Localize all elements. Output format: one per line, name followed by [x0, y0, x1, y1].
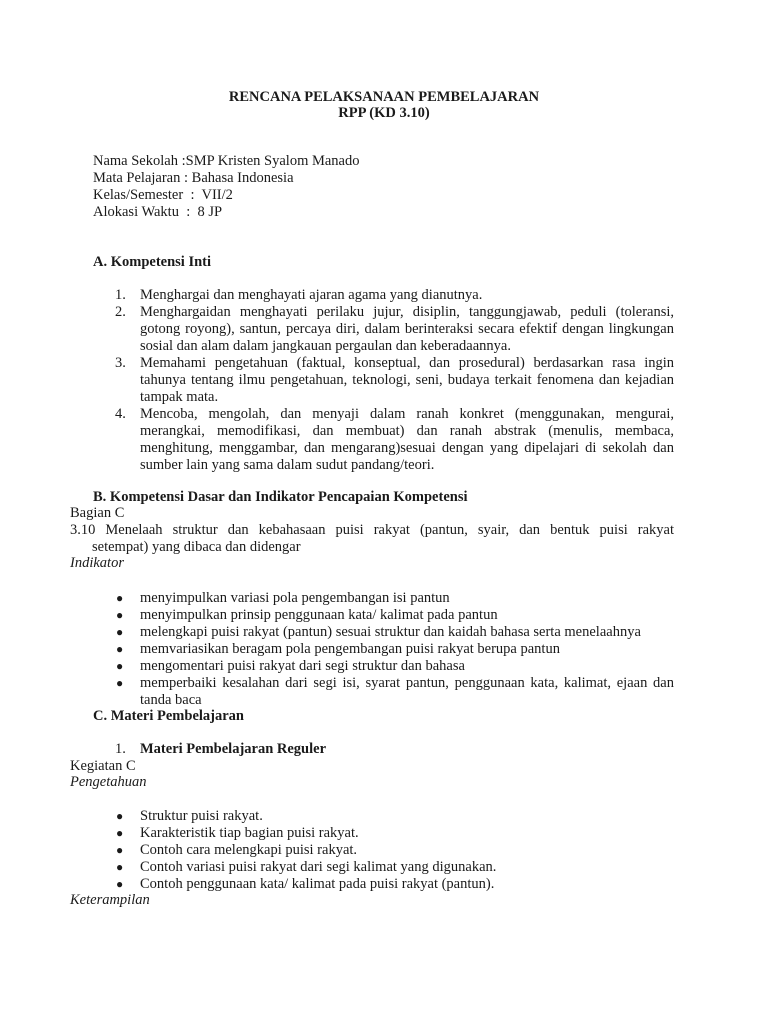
kegiatan-label: Kegiatan C: [70, 758, 136, 774]
list-item: [110, 304, 674, 355]
item-text: Menghargaidan menghayati perilaku jujur, disiplin, tanggungjawab, peduli (toleransi, gotong royong), santun, percaya diri, dalam berinteraksi secara efektif dengan lingkungan sosial dan alam dalam jangkauan pergaulan dan keberadaannya.: [140, 304, 674, 354]
item-text: memperbaiki kesalahan dari segi isi, syarat pantun, penggunaan kata, kalimat, ejaan dan tanda baca: [140, 675, 674, 708]
info-label: Mata Pelajaran: [93, 170, 181, 186]
item-text: melengkapi puisi rakyat (pantun) sesuai struktur dan kaidah bahasa serta menelaahnya: [140, 624, 641, 640]
info-label: Alokasi Waktu: [93, 204, 179, 220]
item-text: mengomentari puisi rakyat dari segi struktur dan bahasa: [140, 658, 465, 674]
list-item: [110, 825, 674, 842]
list-item: [110, 607, 674, 624]
list-item: [110, 658, 674, 675]
list-item: [110, 876, 674, 893]
info-row: [93, 170, 360, 187]
document-subtitle: RPP (KD 3.10): [338, 105, 430, 121]
item-text: Mencoba, mengolah, dan menyaji dalam ranah konkret (menggunakan, mengurai, merangkai, memodifikasi, dan membuat) dan ranah abstrak (menulis, membaca, menghitung, menggambar, dan mengarang)sesuai dengan yang dipelajari di sekolah dan sumber lain yang sama dalam sudut pandang/teori.: [140, 406, 674, 473]
school-info: [93, 153, 360, 221]
item-text: Memahami pengetahuan (faktual, konseptual, dan prosedural) berdasarkan rasa ingin tahunya tentang ilmu pengetahuan, teknologi, seni, budaya terkait fenomena dan kejadian tampak mata.: [140, 355, 674, 405]
item-text: Struktur puisi rakyat.: [140, 808, 263, 824]
item-number: 1.: [115, 287, 126, 303]
bullet-icon: ●: [116, 860, 124, 874]
list-item: [110, 842, 674, 859]
pengetahuan-list: [110, 808, 674, 893]
list-item: [110, 641, 674, 658]
indikator-list: [110, 590, 674, 709]
info-value: SMP Kristen Syalom Manado: [185, 153, 360, 169]
section-c-heading: C. Materi Pembelajaran: [93, 708, 244, 724]
pengetahuan-label: Pengetahuan: [70, 774, 147, 790]
item-text: menyimpulkan prinsip penggunaan kata/ kalimat pada pantun: [140, 607, 498, 623]
item-text: memvariasikan beragam pola pengembangan puisi rakyat berupa pantun: [140, 641, 560, 657]
kd-line: setempat) yang dibaca dan didengar: [92, 539, 301, 555]
info-sep: :: [178, 204, 198, 220]
list-item: [110, 406, 674, 474]
item-text: Contoh variasi puisi rakyat dari segi kalimat yang digunakan.: [140, 859, 497, 875]
bullet-icon: ●: [116, 625, 124, 639]
item-number: 4.: [115, 406, 126, 422]
info-value: VII/2: [201, 187, 233, 203]
keterampilan-label: Keterampilan: [70, 892, 150, 908]
section-a-heading: A. Kompetensi Inti: [93, 254, 212, 270]
item-number: 2.: [115, 304, 126, 320]
bullet-icon: ●: [116, 676, 124, 690]
item-text: Contoh penggunaan kata/ kalimat pada puisi rakyat (pantun).: [140, 876, 495, 892]
list-item: [110, 355, 674, 406]
info-row: [93, 204, 360, 221]
bullet-icon: ●: [116, 642, 124, 656]
item-text: Menghargai dan menghayati ajaran agama yang dianutnya.: [140, 287, 483, 303]
list-item: [110, 675, 674, 709]
info-label: Kelas/Semester: [93, 187, 184, 203]
info-row: [93, 187, 360, 204]
bullet-icon: ●: [116, 659, 124, 673]
info-row: [93, 153, 360, 170]
item-text: menyimpulkan variasi pola pengembangan isi pantun: [140, 590, 450, 606]
info-value: Bahasa Indonesia: [191, 170, 294, 186]
list-item: [110, 624, 674, 641]
item-text: Contoh cara melengkapi puisi rakyat.: [140, 842, 358, 858]
indikator-label: Indikator: [70, 555, 124, 571]
bullet-icon: ●: [116, 608, 124, 622]
info-value: 8 JP: [197, 204, 223, 220]
kompetensi-dasar: [70, 522, 674, 556]
kompetensi-inti-list: [110, 287, 674, 474]
subsection-number: 1.: [115, 741, 126, 757]
kd-line: 3.10 Menelaah struktur dan kebahasaan puisi rakyat (pantun, syair, dan bentuk puisi rakyat: [70, 522, 674, 538]
info-sep: :: [183, 187, 202, 203]
info-sep: :: [180, 170, 192, 186]
document-title: RENCANA PELAKSANAAN PEMBELAJARAN: [228, 89, 540, 105]
list-item: [110, 287, 674, 304]
bullet-icon: ●: [116, 591, 124, 605]
section-b-heading: B. Kompetensi Dasar dan Indikator Pencapaian Kompetensi: [93, 489, 468, 505]
list-item: [110, 859, 674, 876]
bullet-icon: ●: [116, 809, 124, 823]
item-number: 3.: [115, 355, 126, 371]
list-item: [110, 808, 674, 825]
info-label: Nama Sekolah: [93, 153, 178, 169]
bullet-icon: ●: [116, 826, 124, 840]
bullet-icon: ●: [116, 843, 124, 857]
subsection-heading: Materi Pembelajaran Reguler: [140, 741, 327, 757]
bullet-icon: ●: [116, 877, 124, 891]
bagian-label: Bagian C: [70, 505, 125, 521]
info-sep: :: [177, 153, 186, 169]
item-text: Karakteristik tiap bagian puisi rakyat.: [140, 825, 359, 841]
list-item: [110, 590, 674, 607]
